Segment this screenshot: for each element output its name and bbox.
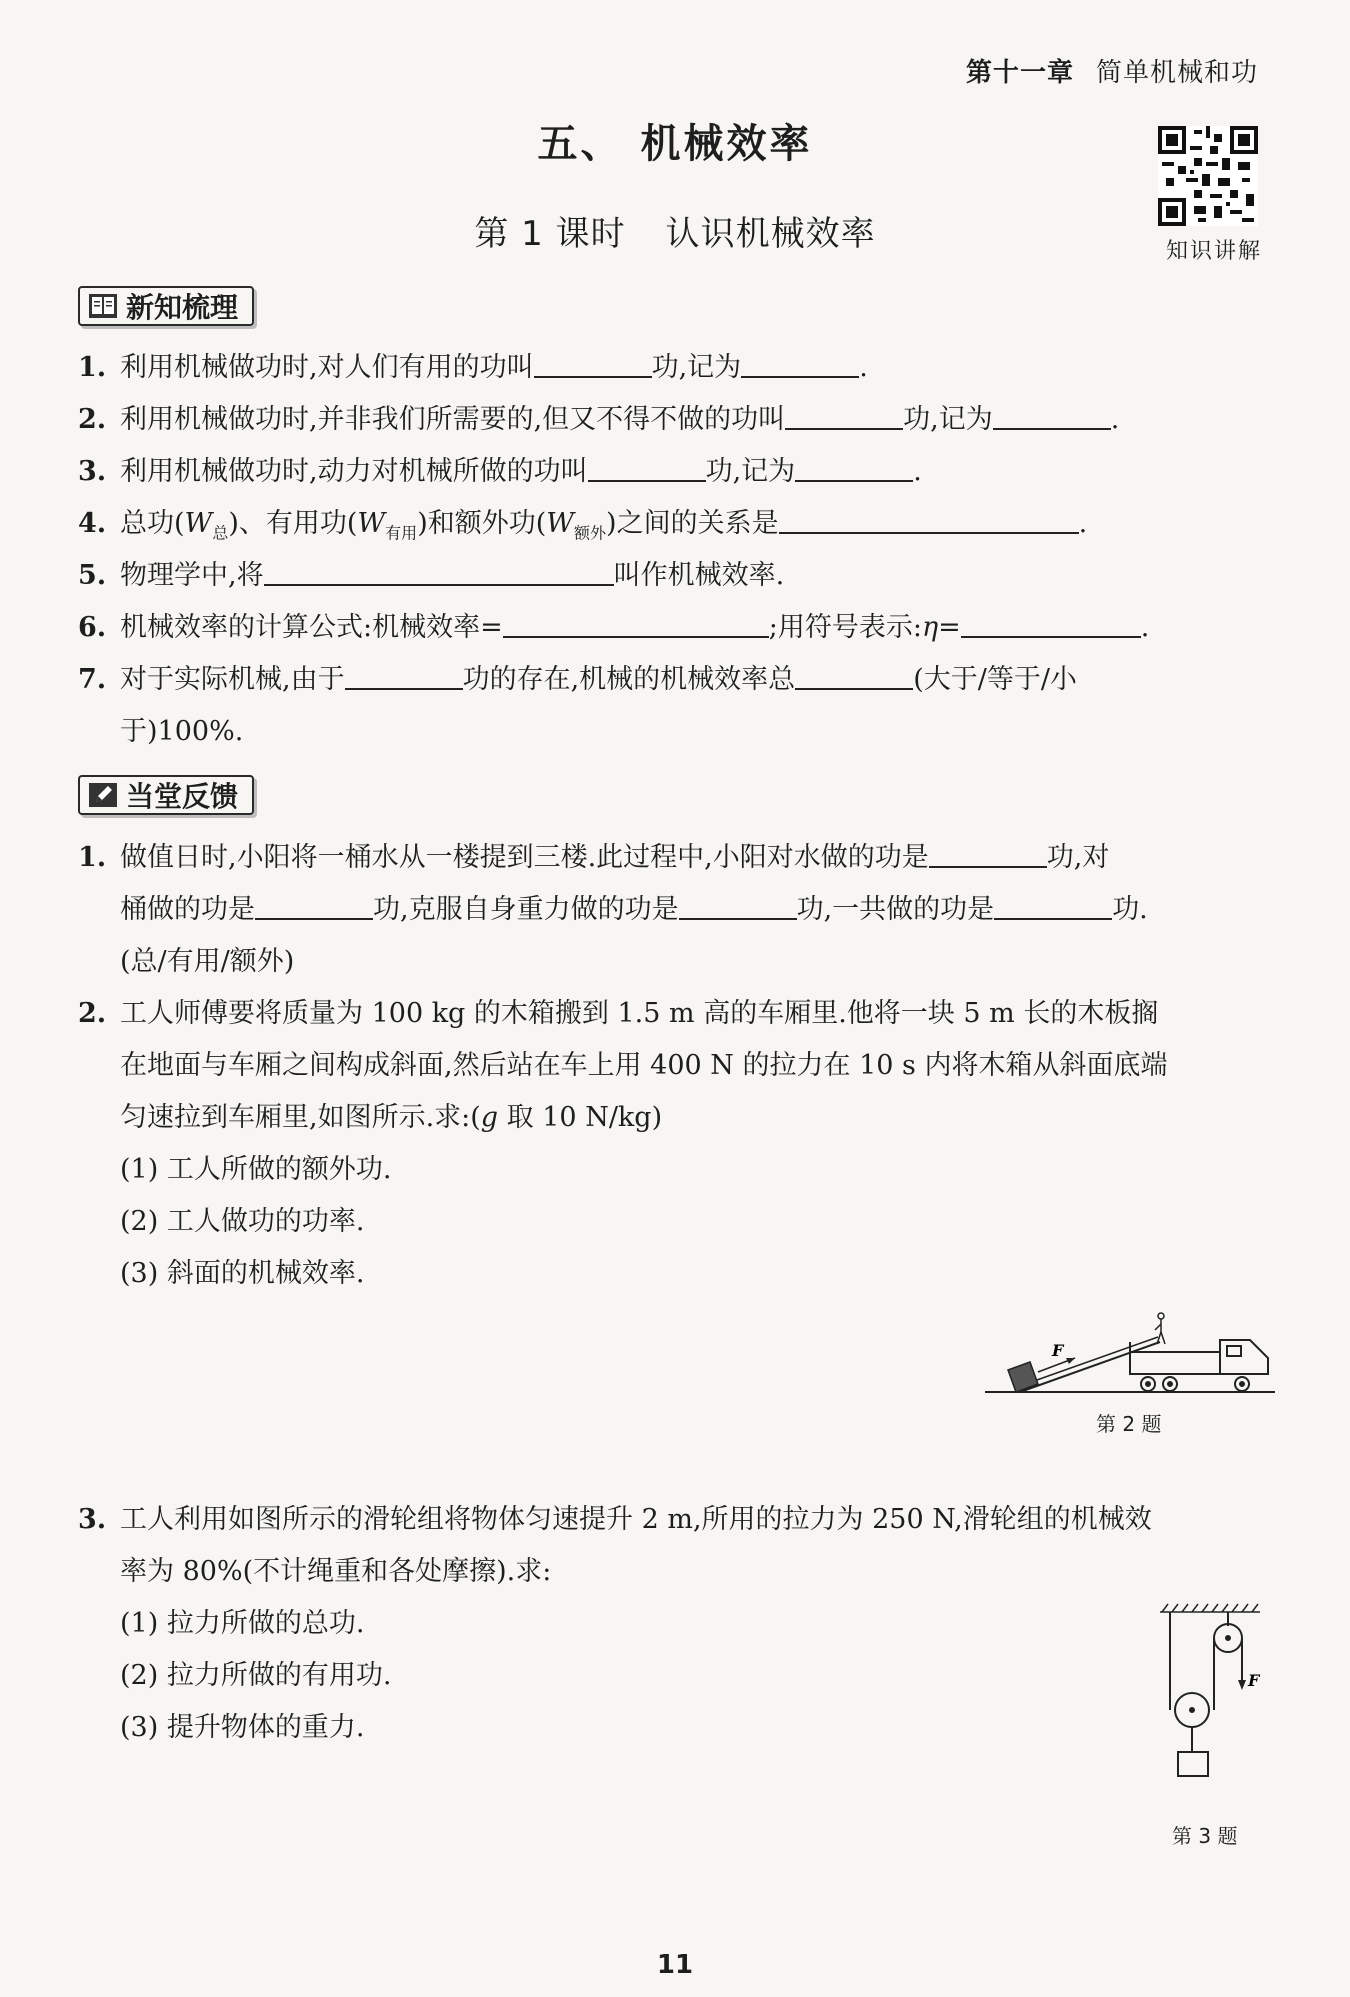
figure-2-caption: 第 2 题 — [1096, 1412, 1162, 1436]
knowledge-q1: 1. 利用机械做功时,对人们有用的功叫 功,记为 . — [78, 342, 1268, 394]
feedback-q2-sub3: (3) 斜面的机械效率. — [120, 1258, 365, 1289]
qr-label: 知识讲解 — [1165, 239, 1262, 264]
feedback-q2-line3: 匀速拉到车厢里,如图所示.求:(g 取 10 N/kg) — [120, 1102, 663, 1133]
feedback-q2-line2: 在地面与车厢之间构成斜面,然后站在车上用 400 N 的拉力在 10 s 内将木箱从斜面底端 — [120, 1050, 1168, 1081]
answer-blank[interactable] — [264, 554, 614, 586]
book-icon — [88, 293, 118, 319]
answer-blank[interactable] — [961, 606, 1141, 638]
feedback-q3-sub3: (3) 提升物体的重力. — [120, 1712, 365, 1743]
qr-code-icon[interactable] — [1158, 126, 1258, 226]
feedback-q3: 3. 工人利用如图所示的滑轮组将物体匀速提升 2 m,所用的拉力为 250 N,滑轮组的机械效 — [78, 1504, 1152, 1535]
answer-blank[interactable] — [588, 450, 706, 482]
knowledge-q5: 5. 物理学中,将 叫作机械效率. — [78, 550, 1268, 602]
answer-blank[interactable] — [779, 502, 1079, 534]
chapter-number: 第十一章 — [965, 58, 1074, 88]
answer-blank[interactable] — [255, 888, 373, 920]
answer-blank[interactable] — [795, 658, 913, 690]
new-knowledge-tag-label: 新知梳理 — [126, 291, 239, 324]
ramp-truck-figure — [980, 1300, 1280, 1400]
feedback-q2: 2. 工人师傅要将质量为 100 kg 的木箱搬到 1.5 m 高的车厢里.他将一块 5 m 长的木板搁 — [78, 998, 1159, 1029]
answer-blank[interactable] — [503, 606, 769, 638]
knowledge-q2: 2. 利用机械做功时,并非我们所需要的,但又不得不做的功叫 功,记为 . — [78, 394, 1268, 446]
feedback-q3-line2: 率为 80%(不计绳重和各处摩擦).求: — [120, 1556, 552, 1587]
force-label-f: F — [1052, 1341, 1064, 1360]
pulley-figure — [1150, 1598, 1270, 1808]
lesson-part: 第 1 课时 — [474, 214, 626, 254]
feedback-q1: 1. 做值日时,小阳将一桶水从一楼提到三楼.此过程中,小阳对水做的功是 功,对 — [78, 832, 1268, 884]
new-knowledge-tag — [78, 286, 254, 326]
section-title: 五、 机械效率 — [537, 121, 813, 167]
knowledge-q7-cont: 于)100%. — [120, 716, 244, 747]
truck-icon — [1130, 1340, 1268, 1391]
answer-blank[interactable] — [534, 346, 652, 378]
feedback-q1-options: (总/有用/额外) — [120, 946, 295, 977]
answer-blank[interactable] — [679, 888, 797, 920]
feedback-q2-sub2: (2) 工人做功的功率. — [120, 1206, 365, 1237]
knowledge-q3: 3. 利用机械做功时,动力对机械所做的功叫 功,记为 . — [78, 446, 1268, 498]
chapter-name: 简单机械和功 — [1095, 58, 1258, 88]
lesson-title — [0, 206, 1350, 255]
knowledge-q4: 4. 总功$(W_总)$、有用功$(W_{有用})$和额外功$(W_{额外})$之间的关系是 . — [78, 498, 1268, 559]
figure-3-caption: 第 3 题 — [1172, 1824, 1238, 1848]
answer-blank[interactable] — [345, 658, 463, 690]
worker-figure — [1155, 1313, 1165, 1344]
feedback-q3-sub1: (1) 拉力所做的总功. — [120, 1608, 365, 1639]
answer-blank[interactable] — [929, 836, 1047, 868]
feedback-q1-line2: 桶做的功是 功,克服自身重力做的功是 功,一共做的功是 功. — [120, 884, 1148, 936]
load-block — [1178, 1752, 1208, 1776]
feedback-q2-sub1: (1) 工人所做的额外功. — [120, 1154, 392, 1185]
answer-blank[interactable] — [994, 888, 1112, 920]
knowledge-q6: 6. 机械效率的计算公式:机械效率= ;用符号表示:η= . — [78, 602, 1268, 654]
chapter-header — [966, 52, 1258, 89]
pencil-icon — [88, 782, 118, 808]
feedback-tag-label: 当堂反馈 — [126, 780, 239, 813]
page-number: 11 — [656, 1950, 694, 1980]
knowledge-q7: 7. 对于实际机械,由于 功的存在,机械的机械效率总 (大于/等于/小 — [78, 654, 1268, 706]
feedback-tag — [78, 775, 254, 815]
feedback-q3-sub2: (2) 拉力所做的有用功. — [120, 1660, 392, 1691]
force-label-f: F — [1248, 1671, 1260, 1690]
answer-blank[interactable] — [785, 398, 903, 430]
lesson-topic: 认识机械效率 — [665, 214, 876, 254]
answer-blank[interactable] — [741, 346, 859, 378]
answer-blank[interactable] — [795, 450, 913, 482]
answer-blank[interactable] — [993, 398, 1111, 430]
ceiling-hatch — [1160, 1604, 1260, 1612]
